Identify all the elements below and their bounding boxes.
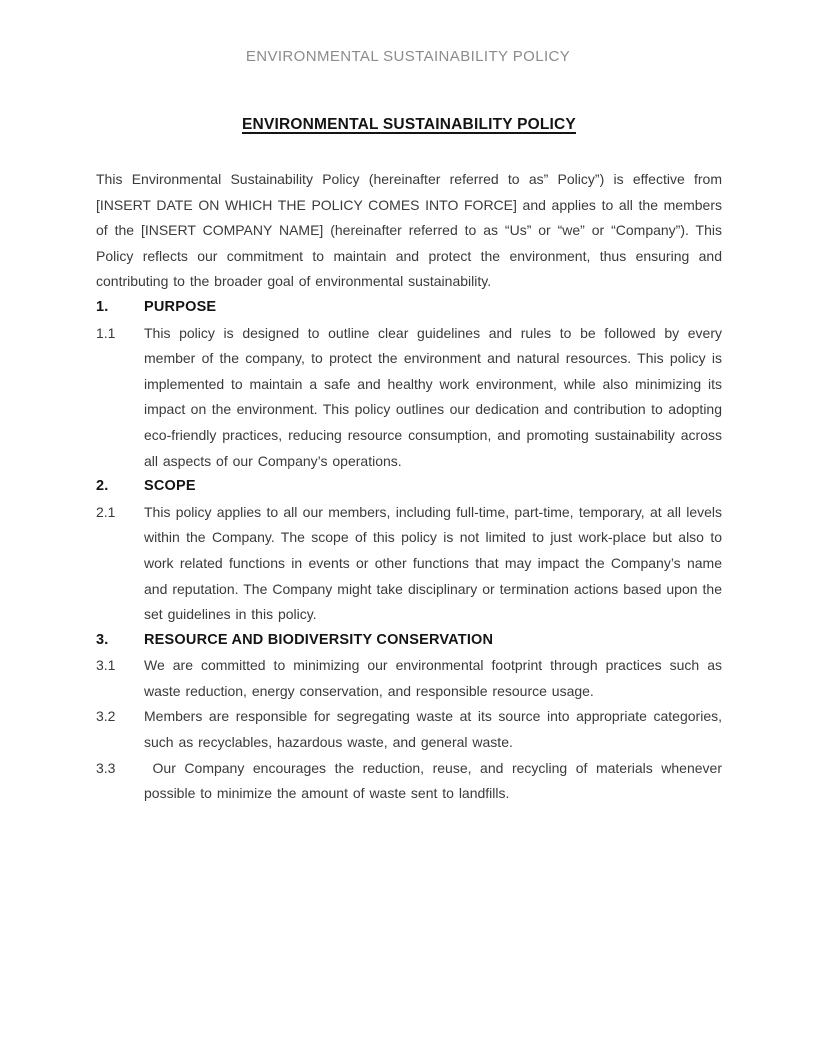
clause-number: 3.1	[96, 657, 116, 674]
clause-number: 1.1	[96, 324, 116, 341]
clause-text: We are committed to minimizing our environmental footprint through practices such as waste reduction, energy conservation, and responsible resource usage.	[144, 657, 722, 699]
clause-1-1	[96, 321, 722, 475]
clause-text: This policy is designed to outline clear guidelines and rules to be followed by every member of the company, to protect the environment and natural resources. This policy is implemented to maintain a safe and healthy work environment, while also minimizing its impact on the environment. This policy outlines our dedication and contribution to adopting eco-friendly practices, reducing resource consumption, and promoting sustainability across all aspects of our Company’s operations.	[144, 324, 722, 469]
document-body	[0, 116, 816, 807]
section-heading-purpose	[96, 295, 722, 321]
section-heading-text: PURPOSE	[144, 298, 217, 315]
clause-number: 3.2	[96, 708, 116, 725]
clause-2-1	[96, 500, 722, 628]
section-number: 1.	[96, 298, 109, 315]
clause-3-3	[96, 756, 722, 807]
clause-number: 2.1	[96, 503, 116, 520]
section-heading-text: SCOPE	[144, 478, 196, 495]
section-heading-scope	[96, 474, 722, 500]
clause-text: This policy applies to all our members, including full-time, part-time, temporary, at all levels within the Company. The scope of this policy is not limited to just work-place but also to work related functions in events or other functions that may impact the Company’s name and reputation. The Company might take disciplinary or termination actions based upon the set guidelines in this policy.	[144, 503, 722, 623]
clause-text: Our Company encourages the reduction, reuse, and recycling of materials whenever possible to minimize the amount of waste sent to landfills.	[144, 759, 722, 802]
intro-paragraph: This Environmental Sustainability Policy (hereinafter referred to as” Policy”) is effective from [INSERT DATE ON WHICH THE POLICY COMES INTO FORCE] and applies to all the members of the [INSERT COMPANY NAME] (hereinafter referred to as “Us” or “we” or “Company”). This Policy reflects our commitment to maintain and protect the environment, thus ensuring and contributing to the broader goal of environmental sustainability.	[96, 171, 722, 290]
section-number: 3.	[96, 631, 109, 648]
clause-text: Members are responsible for segregating waste at its source into appropriate categories, such as recyclables, hazardous waste, and general waste.	[144, 708, 722, 751]
section-heading-text: RESOURCE AND BIODIVERSITY CONSERVATION	[144, 631, 494, 648]
clause-3-2	[96, 704, 722, 755]
clause-3-1	[96, 653, 722, 704]
running-header: ENVIRONMENTAL SUSTAINABILITY POLICY	[245, 48, 571, 65]
section-number: 2.	[96, 478, 109, 495]
clause-number: 3.3	[96, 759, 116, 776]
section-heading-resource-conservation	[96, 628, 722, 654]
document-title-text: ENVIRONMENTAL SUSTAINABILITY POLICY	[242, 116, 576, 133]
document-title	[96, 116, 722, 134]
